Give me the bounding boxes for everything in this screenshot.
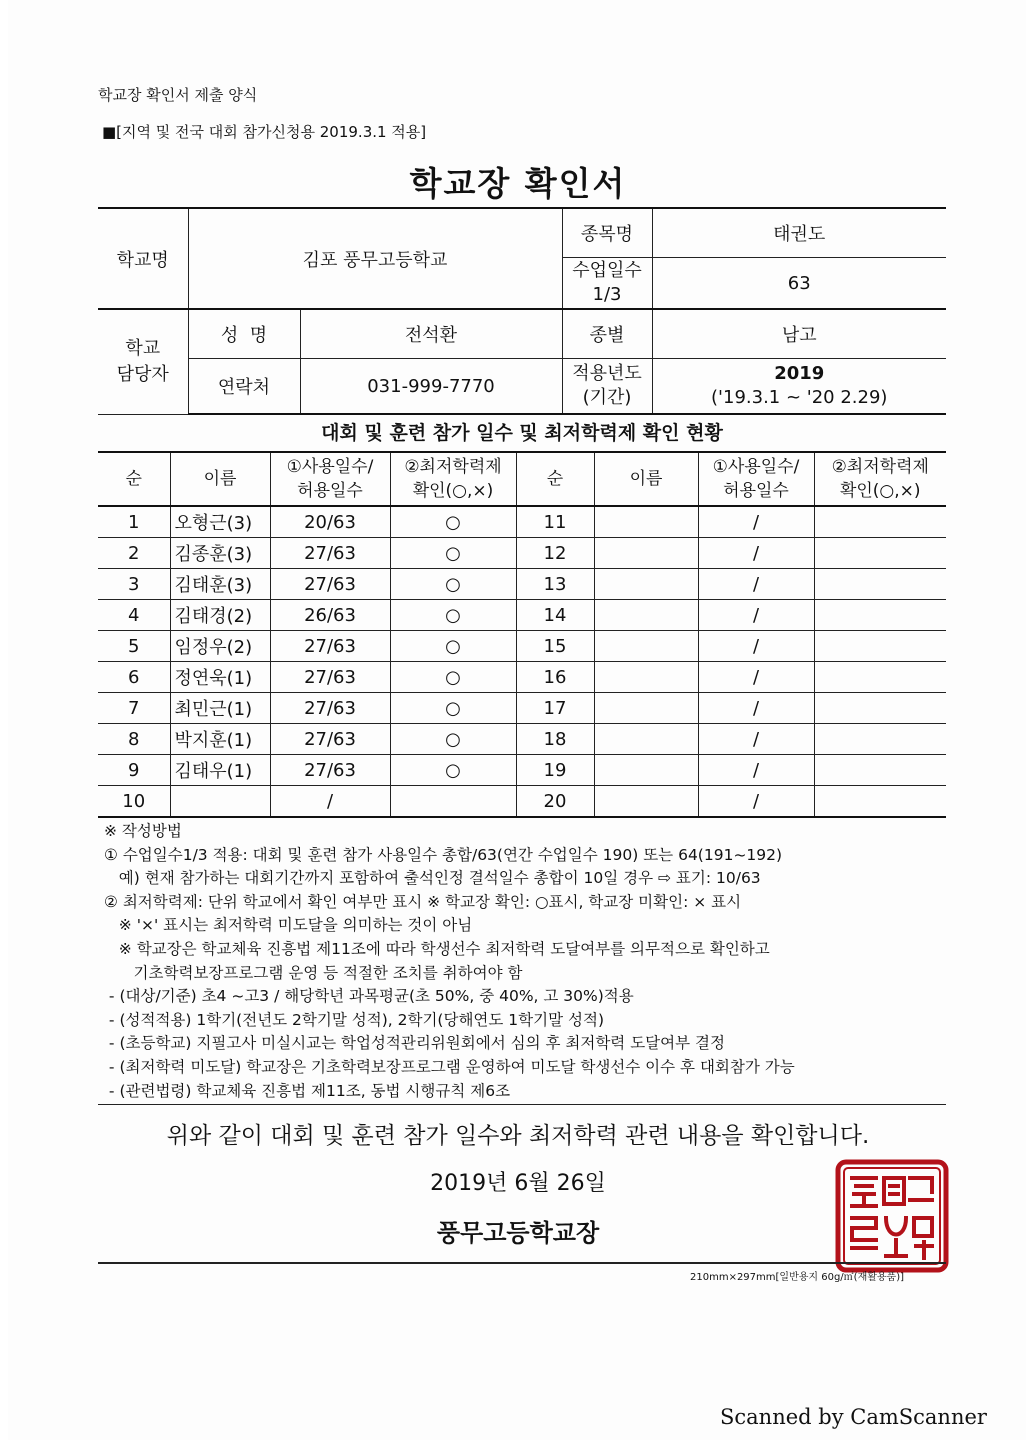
name-value: 전석환: [300, 309, 562, 359]
school-value: 김포 풍무고등학교: [188, 208, 562, 309]
cell-days: 27/63: [270, 569, 390, 600]
cell-check: [814, 506, 946, 538]
cell-days: /: [698, 724, 814, 755]
school-label: 학교명: [98, 208, 188, 309]
contact-person-label-line2: 담당자: [116, 363, 169, 385]
name-label: 성 명: [188, 309, 300, 359]
instruction-line: 기초학력보장프로그램 운영 등 적절한 조치를 취하여야 함: [104, 963, 523, 982]
instruction-line: - (최저학력 미도달) 학교장은 기초학력보장프로그램 운영하여 미도달 학생선수 이수 후 대회참가 가능: [104, 1057, 795, 1076]
cell-days: 27/63: [270, 755, 390, 786]
cell-name: [594, 569, 698, 600]
cell-name: 임정우(2): [170, 631, 270, 662]
header-name-left: 이름: [170, 452, 270, 506]
cell-days: 27/63: [270, 538, 390, 569]
header-check-right-line1: ②최저학력제: [831, 457, 929, 477]
cell-check: [814, 724, 946, 755]
cell-name: [594, 506, 698, 538]
cell-name: 김태우(1): [170, 755, 270, 786]
instruction-line: ※ '×' 표시는 최저학력 미도달을 의미하는 것이 아님: [104, 916, 473, 935]
cell-check: [814, 662, 946, 693]
cell-name: [170, 786, 270, 818]
cell-days: /: [698, 506, 814, 538]
cell-check: ○: [390, 631, 516, 662]
cell-days: /: [698, 569, 814, 600]
cell-check: [814, 693, 946, 724]
cell-days: 27/63: [270, 631, 390, 662]
cell-check: [814, 569, 946, 600]
instruction-line: - (대상/기준) 초4 ~고3 / 해당학년 과목평균(초 50%, 중 40%, 고 30%)적용: [104, 987, 634, 1006]
status-rows: [98, 506, 946, 817]
instruction-line: ① 수업일수1/3 적용: 대회 및 훈련 참가 사용일수 총합/63(연간 수업일수 190) 또는 64(191~192): [104, 845, 783, 864]
status-section-title: 대회 및 훈련 참가 일수 및 최저학력제 확인 현황: [321, 422, 723, 444]
cell-days: /: [698, 631, 814, 662]
header-days-right-line2: 허용일수: [723, 481, 789, 501]
bottom-divider: [98, 1262, 946, 1264]
cell-days: /: [698, 786, 814, 818]
cell-no: 12: [516, 538, 594, 569]
year-label-line1: 적용년도: [572, 363, 642, 384]
header-days-left-line1: ①사용일수/: [286, 457, 374, 477]
table-row: [98, 786, 946, 818]
instruction-line: ※ 작성방법: [104, 822, 182, 840]
category-value: 남고: [652, 309, 946, 359]
form-caption: 학교장 확인서 제출 양식: [98, 86, 258, 104]
instruction-line: - (관련법령) 학교체육 진흥법 제11조, 동법 시행규칙 제6조: [104, 1081, 511, 1100]
cell-no: 9: [98, 755, 170, 786]
cell-days: 27/63: [270, 693, 390, 724]
cell-name: 정연욱(1): [170, 662, 270, 693]
cell-name: [594, 662, 698, 693]
cell-check: ○: [390, 538, 516, 569]
header-days-right-line1: ①사용일수/: [712, 457, 800, 477]
year-value: 2019: [774, 363, 825, 384]
cell-days: 26/63: [270, 600, 390, 631]
instruction-line: - (성적적용) 1학기(전년도 2학기말 성적), 2학기(당해연도 1학기말 성적): [104, 1010, 604, 1029]
cell-check: ○: [390, 506, 516, 538]
cell-no: 16: [516, 662, 594, 693]
cell-no: 8: [98, 724, 170, 755]
cell-no: 3: [98, 569, 170, 600]
year-period: ('19.3.1 ~ '20 2.29): [711, 387, 888, 408]
cell-name: [594, 724, 698, 755]
sport-value: 태권도: [652, 208, 946, 258]
contact-person-label: [98, 309, 188, 414]
header-check-left: [390, 452, 516, 506]
cell-check: [814, 755, 946, 786]
cell-days: /: [270, 786, 390, 818]
school-seal-stamp: [834, 1158, 950, 1274]
cell-no: 15: [516, 631, 594, 662]
header-check-left-line1: ②최저학력제: [404, 457, 502, 477]
cell-check: [814, 600, 946, 631]
document-title: 학교장 확인서: [409, 164, 627, 203]
sport-label: 종목명: [562, 208, 652, 258]
cell-check: ○: [390, 662, 516, 693]
cell-no: 5: [98, 631, 170, 662]
header-name-right: 이름: [594, 452, 698, 506]
header-check-right-line2: 확인(○,×): [839, 481, 921, 501]
cell-no: 20: [516, 786, 594, 818]
header-check-left-line2: 확인(○,×): [412, 481, 494, 501]
cell-name: [594, 600, 698, 631]
header-seq-left: 순: [98, 452, 170, 506]
divider: [98, 1104, 946, 1105]
table-row: [98, 600, 946, 631]
cell-no: 10: [98, 786, 170, 818]
issue-date: 2019년 6월 26일: [430, 1171, 606, 1196]
table-row: [98, 693, 946, 724]
instructions: [104, 820, 795, 1103]
cell-days: 27/63: [270, 724, 390, 755]
cell-no: 17: [516, 693, 594, 724]
cell-name: 김종훈(3): [170, 538, 270, 569]
table-row: [98, 506, 946, 538]
form-subcaption: ■[지역 및 전국 대회 참가신청용 2019.3.1 적용]: [102, 123, 427, 141]
instruction-line: - (초등학교) 지필고사 미실시교는 학업성적관리위원회에서 심의 후 최저학력 도달여부 결정: [104, 1034, 725, 1053]
year-value-cell: [652, 359, 946, 415]
header-days-right: [698, 452, 814, 506]
year-label-line2: (기간): [582, 387, 632, 408]
cell-days: /: [698, 693, 814, 724]
cell-days: /: [698, 600, 814, 631]
cell-name: [594, 755, 698, 786]
table-row: [98, 755, 946, 786]
cell-no: 11: [516, 506, 594, 538]
cell-name: 김태훈(3): [170, 569, 270, 600]
cell-name: 오형근(3): [170, 506, 270, 538]
table-row: [98, 724, 946, 755]
phone-value: 031-999-7770: [300, 359, 562, 415]
days-value: 63: [652, 258, 946, 310]
table-row: [98, 538, 946, 569]
table-row: [98, 662, 946, 693]
cell-days: /: [698, 755, 814, 786]
cell-check: [814, 538, 946, 569]
cell-name: [594, 693, 698, 724]
year-label: [562, 359, 652, 415]
confirmation-statement: 위와 같이 대회 및 훈련 참가 일수와 최저학력 관련 내용을 확인합니다.: [166, 1123, 870, 1149]
cell-name: [594, 538, 698, 569]
header-check-right: [814, 452, 946, 506]
cell-no: 13: [516, 569, 594, 600]
phone-label: 연락처: [188, 359, 300, 415]
cell-no: 4: [98, 600, 170, 631]
table-row: [98, 631, 946, 662]
cell-check: ○: [390, 569, 516, 600]
instruction-line: ※ 학교장은 학교체육 진흥법 제11조에 따라 학생선수 최저학력 도달여부를 의무적으로 확인하고: [104, 939, 770, 958]
cell-check: [390, 786, 516, 818]
cell-check: ○: [390, 600, 516, 631]
cell-check: ○: [390, 693, 516, 724]
cell-no: 2: [98, 538, 170, 569]
cell-check: ○: [390, 755, 516, 786]
cell-name: [594, 786, 698, 818]
header-days-left: [270, 452, 390, 506]
header-seq-right: 순: [516, 452, 594, 506]
table-row: [98, 569, 946, 600]
cell-check: [814, 631, 946, 662]
cell-name: 최민근(1): [170, 693, 270, 724]
cell-days: /: [698, 538, 814, 569]
school-info-table: [98, 207, 946, 415]
cell-no: 19: [516, 755, 594, 786]
cell-days: 20/63: [270, 506, 390, 538]
cell-no: 14: [516, 600, 594, 631]
days-label-line1: 수업일수: [572, 260, 642, 281]
category-label: 종별: [562, 309, 652, 359]
cell-name: 김태경(2): [170, 600, 270, 631]
cell-check: ○: [390, 724, 516, 755]
cell-check: [814, 786, 946, 818]
cell-name: 박지훈(1): [170, 724, 270, 755]
days-label-line2: 1/3: [592, 284, 622, 305]
participation-status-table: [98, 451, 946, 818]
instruction-line: ② 최저학력제: 단위 학교에서 확인 여부만 표시 ※ 학교장 확인: ○표시, 학교장 미확인: × 표시: [104, 892, 742, 911]
cell-days: 27/63: [270, 662, 390, 693]
paper-spec: 210mm×297mm[일반용지 60g/㎡(재활용품)]: [690, 1272, 905, 1283]
contact-person-label-line1: 학교: [125, 337, 161, 359]
cell-no: 6: [98, 662, 170, 693]
cell-days: /: [698, 662, 814, 693]
cell-no: 1: [98, 506, 170, 538]
scanner-watermark: Scanned by CamScanner: [720, 1405, 987, 1429]
cell-no: 7: [98, 693, 170, 724]
principal-signature: 풍무고등학교장: [436, 1219, 600, 1247]
instruction-line: 예) 현재 참가하는 대회기간까지 포함하여 출석인정 결석일수 총합이 10일 경우 ⇨ 표기: 10/63: [104, 869, 761, 888]
cell-name: [594, 631, 698, 662]
header-days-left-line2: 허용일수: [297, 481, 363, 501]
days-label: [562, 258, 652, 310]
cell-no: 18: [516, 724, 594, 755]
